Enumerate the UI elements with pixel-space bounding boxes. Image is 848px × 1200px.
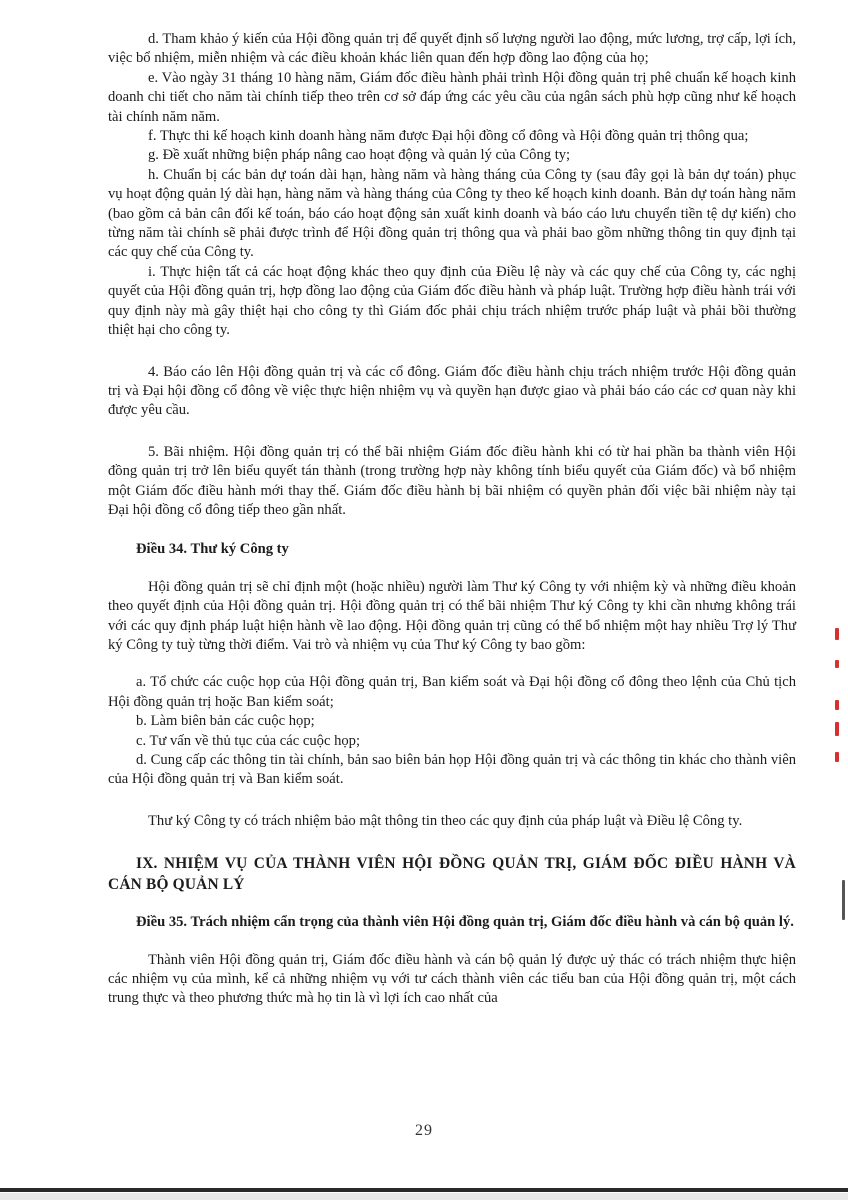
- clause-f: f. Thực thi kế hoạch kinh doanh hàng năm được Đại hội đồng cổ đông và Hội đồng quản trị thông qua;: [148, 128, 749, 145]
- document-body: [108, 30, 796, 1009]
- clause-h: h. Chuẩn bị các bản dự toán dài hạn, hàng năm và hàng tháng của Công ty (sau đây gọi là bản dự toán) phục vụ hoạt động quản lý dài hạn, hàng năm và hàng tháng của Công ty theo kế hoạch kinh doanh. Bản dự toán hàng năm (bao gồm cả bản cân đối kế toán, báo cáo hoạt động sản xuất kinh doanh và báo cáo lưu chuyển tiền tệ dự kiến) cho từng năm tài chính sẽ phải được trình để Hội đồng quản trị thông qua và phải bao gồm những thông tin quy định tại các quy chế của Công ty.: [108, 166, 796, 261]
- scan-bottom-margin: [0, 1193, 848, 1200]
- chapter-9-title: IX. NHIỆM VỤ CỦA THÀNH VIÊN HỘI ĐỒNG QUẢN TRỊ, GIÁM ĐỐC ĐIỀU HÀNH VÀ CÁN BỘ QUẢN LÝ: [108, 855, 796, 894]
- scan-artifact-edge-shadow: [842, 880, 845, 920]
- scan-bottom-edge: [0, 1188, 848, 1192]
- article-34-intro: Hội đồng quản trị sẽ chỉ định một (hoặc nhiều) người làm Thư ký Công ty với nhiệm kỳ và những điều khoản theo quyết định của Hội đồng quản trị. Hội đồng quản trị có thể bãi nhiệm Thư ký Công ty khi cần nhưng không trái với các quy định pháp luật hiện hành về lao động. Hội đồng quản trị cũng có thể bổ nhiệm một hay nhiều Trợ lý Thư ký Công ty tuỳ từng thời điểm. Vai trò và nhiệm vụ của Thư ký Công ty bao gồm:: [108, 578, 796, 653]
- scan-artifact-red-mark: [835, 752, 839, 762]
- scan-artifact-red-mark: [835, 700, 839, 710]
- page-number: 29: [415, 1122, 433, 1139]
- article-34-item-d: d. Cung cấp các thông tin tài chính, bản sao biên bản họp Hội đồng quản trị và các thông tin khác cho thành viên của Hội đồng quản trị và Ban kiểm soát.: [108, 752, 796, 788]
- article-34-item-b: b. Làm biên bản các cuộc họp;: [136, 713, 315, 730]
- section-4-report: 4. Báo cáo lên Hội đồng quản trị và các cổ đông. Giám đốc điều hành chịu trách nhiệm trước Hội đồng quản trị và Đại hội đồng cổ đông về việc thực hiện nhiệm vụ và quyền hạn được giao và phải báo cáo các cơ quan này khi được yêu cầu.: [108, 363, 796, 419]
- clause-i: i. Thực hiện tất cả các hoạt động khác theo quy định của Điều lệ này và các quy chế của Công ty, các nghị quyết của Hội đồng quản trị, hợp đồng lao động của Giám đốc điều hành và pháp luật. Trường hợp điều hành trái với quy định này mà gây thiệt hại cho công ty thì Giám đốc phải chịu trách nhiệm trước pháp luật và phải bồi thường thiệt hại cho công ty.: [108, 263, 796, 339]
- article-35-body: Thành viên Hội đồng quản trị, Giám đốc điều hành và cán bộ quản lý được uỷ thác có trách nhiệm thực hiện các nhiệm vụ của mình, kể cả những nhiệm vụ với tư cách thành viên các tiểu ban của Hội đồng quản trị, một cách trung thực và theo phương thức mà họ tin là vì lợi ích cao nhất của: [108, 951, 796, 1007]
- scan-artifact-red-mark: [835, 722, 839, 736]
- clause-g: g. Đề xuất những biện pháp nâng cao hoạt động và quản lý của Công ty;: [148, 147, 571, 164]
- clause-d: d. Tham khảo ý kiến của Hội đồng quản trị để quyết định số lượng người lao động, mức lương, trợ cấp, lợi ích, việc bổ nhiệm, miễn nhiệm và các điều khoản khác liên quan đến hợp đồng lao động của họ;: [108, 31, 796, 67]
- article-34-item-a: a. Tổ chức các cuộc họp của Hội đồng quản trị, Ban kiểm soát và Đại hội đồng cổ đông theo lệnh của Chủ tịch Hội đồng quản trị hoặc Ban kiểm soát;: [108, 674, 796, 710]
- article-34-closing: Thư ký Công ty có trách nhiệm bảo mật thông tin theo các quy định của pháp luật và Điều lệ Công ty.: [148, 812, 743, 829]
- section-5-dismissal: 5. Bãi nhiệm. Hội đồng quản trị có thể bãi nhiệm Giám đốc điều hành khi có từ hai phần ba thành viên Hội đồng quản trị trở lên biểu quyết tán thành (trong trường hợp này không tính biểu quyết của Giám đốc) và bổ nhiệm một Giám đốc điều hành mới thay thế. Giám đốc điều hành bị bãi nhiệm có quyền phản đối việc bãi nhiệm này tại Đại hội đồng cổ đông tiếp theo gần nhất.: [108, 443, 796, 518]
- article-34-title: Điều 34. Thư ký Công ty: [136, 541, 289, 558]
- scan-artifact-red-mark: [835, 628, 839, 640]
- scan-artifact-red-mark: [835, 660, 839, 668]
- article-35-title: Điều 35. Trách nhiệm cẩn trọng của thành viên Hội đồng quản trị, Giám đốc điều hành và cán bộ quản lý.: [136, 914, 794, 931]
- article-34-item-c: c. Tư vấn về thủ tục của các cuộc họp;: [136, 732, 361, 749]
- clause-e: e. Vào ngày 31 tháng 10 hàng năm, Giám đốc điều hành phải trình Hội đồng quản trị phê chuẩn kế hoạch kinh doanh chi tiết cho năm tài chính tiếp theo trên cơ sở đáp ứng các yêu cầu của ngân sách phù hợp cũng như kế hoạch tài chính năm năm.: [108, 69, 796, 125]
